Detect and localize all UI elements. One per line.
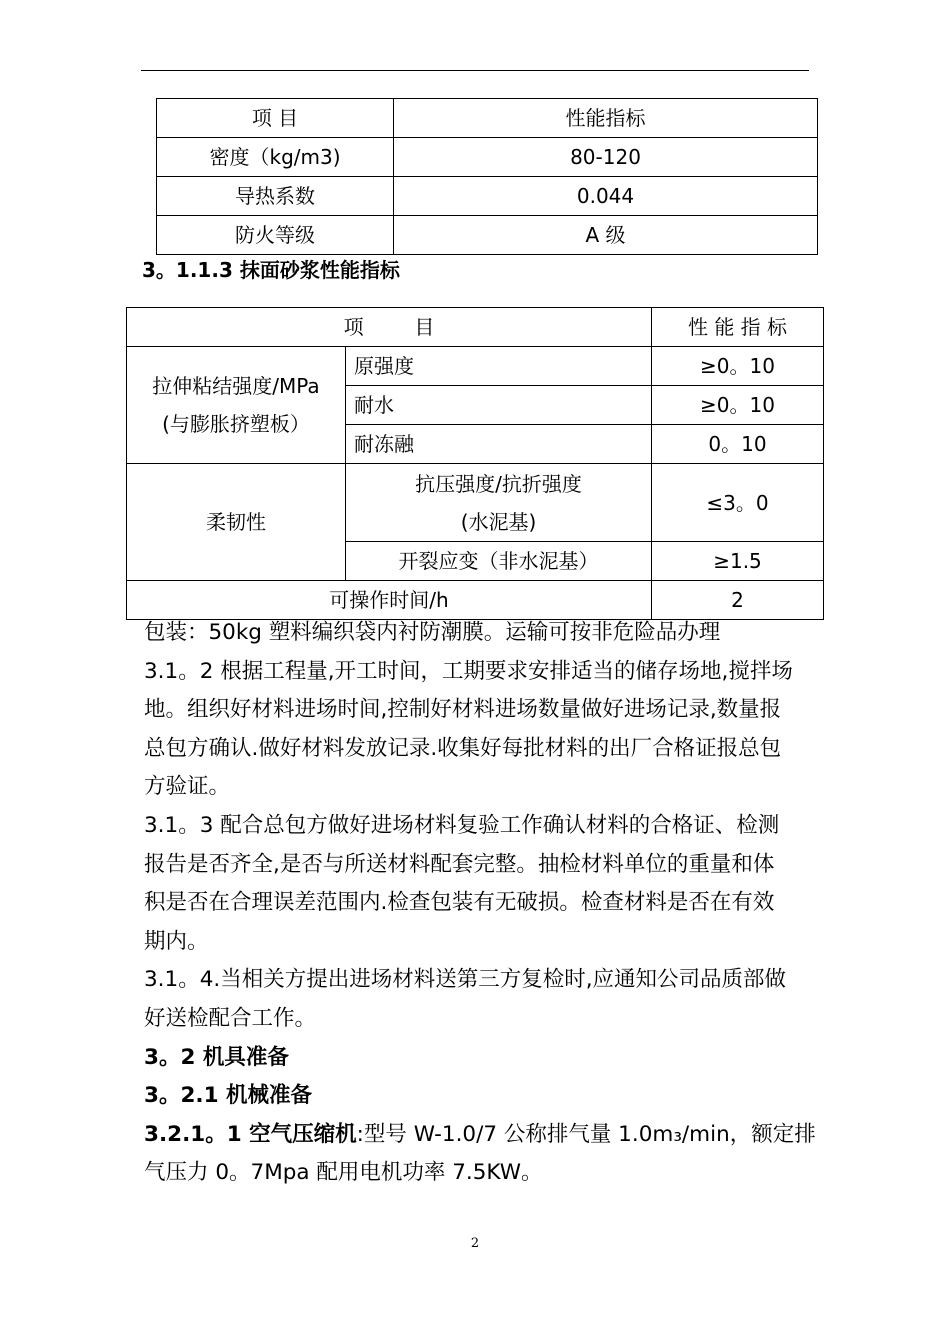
table-cell: 80-120 [394, 138, 818, 177]
table-cell: ≥1.5 [652, 542, 824, 581]
paragraph-line: 地。组织好材料进场时间,控制好材料进场数量做好进场记录,数量报 [144, 697, 782, 723]
paragraph-line: 积是否在合理误差范围内.检查包装有无破损。检查材料是否在有效 [144, 890, 775, 916]
paragraph-packaging: 包装：50kg 塑料编织袋内衬防潮膜。运输可按非危险品办理 [144, 620, 721, 645]
table-cell: 导热系数 [157, 177, 394, 216]
paragraph-line: 报告是否齐全,是否与所送材料配套完整。抽检材料单位的重量和体 [144, 851, 775, 877]
mortar-performance-table [126, 307, 824, 620]
table-cell [346, 464, 652, 542]
paragraph-line: 气压力 0。7Mpa 配用电机功率 7.5KW。 [144, 1160, 543, 1186]
table-row [157, 177, 818, 216]
table-cell: A 级 [394, 216, 818, 255]
table-row [127, 347, 824, 386]
table-cell: 防火等级 [157, 216, 394, 255]
paragraph-line: 3.1。4.当相关方提出进场材料送第三方复检时,应通知公司品质部做 [144, 967, 787, 993]
group-label-line: (与膨胀挤塑板） [162, 412, 310, 436]
table-cell: 原强度 [346, 347, 652, 386]
paragraph-line [144, 1116, 816, 1155]
body-text [144, 614, 816, 1193]
table-cell: ≥0。10 [652, 386, 824, 425]
table-row [127, 464, 824, 542]
table-cell: 耐冻融 [346, 425, 652, 464]
section-heading-32: 3。2 机具准备 [144, 1044, 289, 1070]
paragraph-line: 3.1。2 根据工程量,开工时间，工期要求安排适当的储存场地,搅拌场 [144, 658, 793, 684]
table-cell: 可操作时间/h [127, 581, 652, 620]
air-compressor-heading: 3.2.1。1 空气压缩机 [144, 1121, 357, 1147]
section-heading-3113: 3。1.1.3 抹面砂浆性能指标 [142, 258, 400, 282]
insulation-performance-table [156, 98, 818, 255]
table-header-cell: 性能指标 [394, 99, 818, 138]
paragraph-line: 总包方确认.做好材料发放记录.收集好每批材料的出厂合格证报总包 [144, 735, 782, 761]
paragraph-line: 好送检配合工作。 [144, 1005, 317, 1031]
table-cell: 0。10 [652, 425, 824, 464]
group-label-flexibility: 柔韧性 [127, 464, 346, 581]
paragraph-line: 方验证。 [144, 774, 231, 800]
table-header-cell: 项 目 [127, 308, 652, 347]
section-heading-321: 3。2.1 机械准备 [144, 1083, 313, 1109]
table-header-cell: 性 能 指 标 [652, 308, 824, 347]
table-header-row [127, 308, 824, 347]
table-row [157, 216, 818, 255]
table-header-cell: 项 目 [157, 99, 394, 138]
table-cell: 密度（kg/m3) [157, 138, 394, 177]
page-number: 2 [470, 1236, 480, 1251]
table-cell: 耐水 [346, 386, 652, 425]
group-label-tensile [127, 347, 346, 464]
air-compressor-spec: :型号 W-1.0/7 公称排气量 1.0m₃/min，额定排 [356, 1121, 816, 1147]
table-cell: 开裂应变（非水泥基） [346, 542, 652, 581]
table-header-row [157, 99, 818, 138]
cell-line: 抗压强度/抗折强度 [415, 471, 582, 496]
header-rule [141, 70, 809, 71]
table-cell: 0.044 [394, 177, 818, 216]
cell-line: (水泥基) [460, 509, 537, 534]
paragraph-line: 期内。 [144, 928, 209, 954]
table-cell: ≤3。0 [652, 464, 824, 542]
table-cell: 2 [652, 581, 824, 620]
table-cell: ≥0。10 [652, 347, 824, 386]
paragraph-line: 3.1。3 配合总包方做好进场材料复验工作确认材料的合格证、检测 [144, 812, 780, 838]
group-label-line: 拉伸粘结强度/MPa [152, 374, 320, 398]
table-row [157, 138, 818, 177]
